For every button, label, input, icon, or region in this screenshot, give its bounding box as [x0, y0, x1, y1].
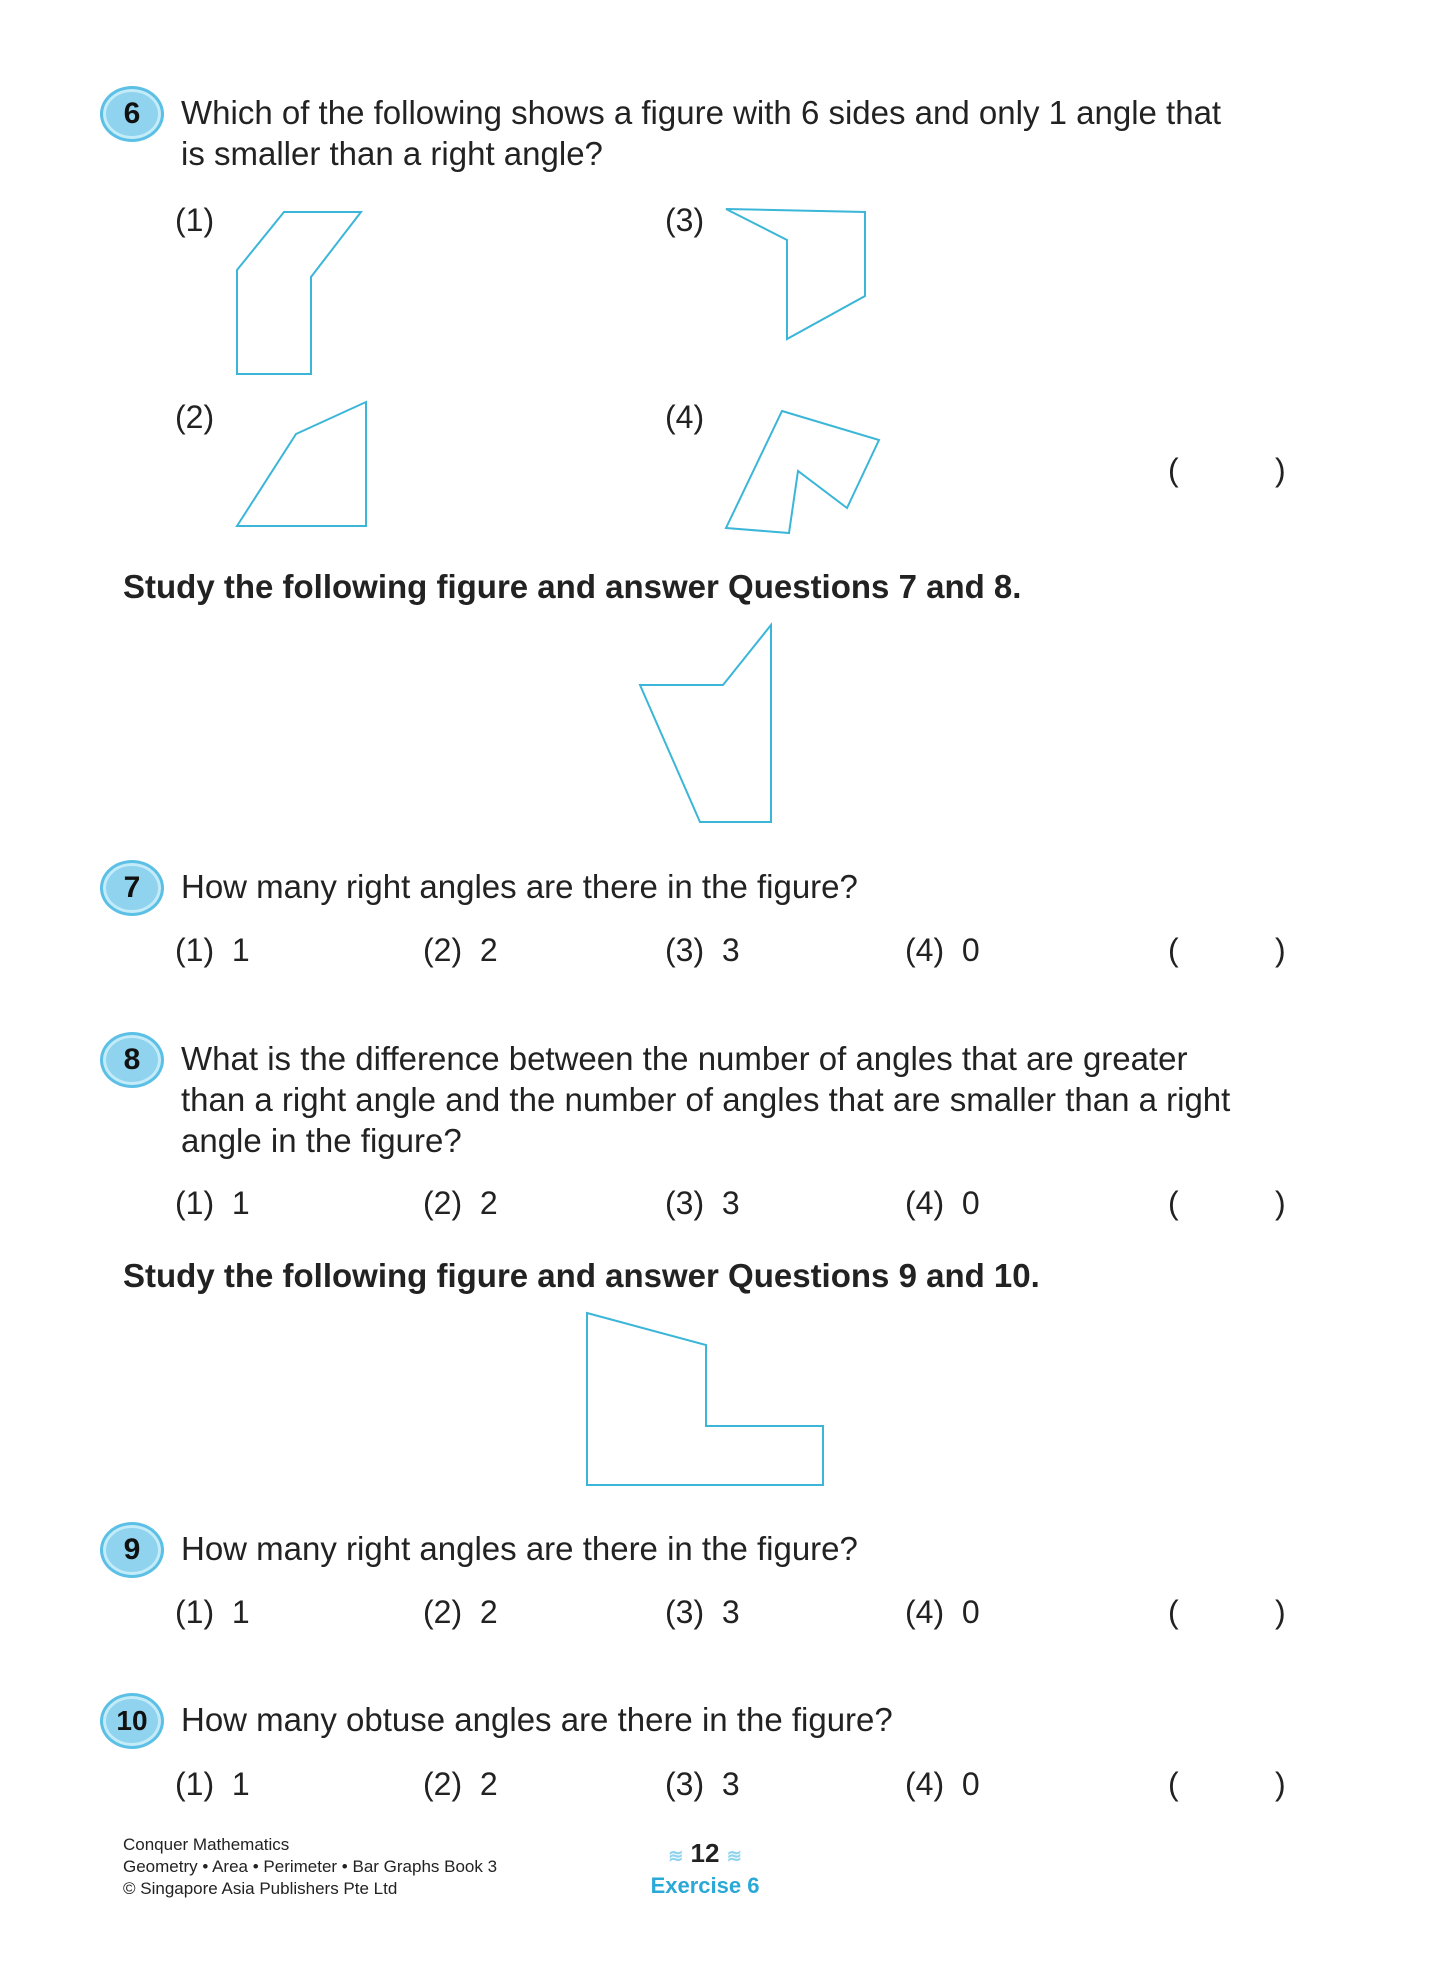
option-value: 0	[961, 932, 980, 968]
q6-option1-figure	[237, 212, 361, 374]
decorative-wave-icon: ≋	[668, 1846, 684, 1866]
option[interactable]	[423, 932, 498, 969]
option[interactable]	[905, 1185, 980, 1222]
answer-bracket-open[interactable]: (	[1168, 452, 1179, 488]
question-number-badge: 10	[100, 1693, 164, 1749]
q6-option4-figure	[726, 411, 879, 533]
answer-bracket-open[interactable]: (	[1168, 1185, 1179, 1221]
q7-q8-figure	[640, 625, 771, 822]
instruction-heading: Study the following figure and answer Questions 9 and 10.	[123, 1257, 1040, 1294]
option-label: (4)	[905, 1185, 945, 1221]
q9-q10-figure	[587, 1313, 823, 1485]
option[interactable]	[665, 1594, 740, 1631]
answer-bracket-open[interactable]: (	[1168, 932, 1179, 968]
answer-bracket-close[interactable]: )	[1275, 1766, 1286, 1802]
option-value: 2	[479, 1594, 498, 1630]
option-value: 2	[479, 932, 498, 968]
option-label: (3)	[665, 1766, 705, 1802]
question-number-badge: 9	[100, 1522, 164, 1578]
option-value: 0	[961, 1766, 980, 1802]
option-value: 1	[231, 1185, 250, 1221]
option[interactable]	[665, 1766, 740, 1803]
option-label: (2)	[423, 1185, 463, 1221]
option[interactable]	[905, 1766, 980, 1803]
option-label[interactable]: (4)	[665, 399, 705, 435]
option-value: 1	[231, 932, 250, 968]
option-value: 0	[961, 1594, 980, 1630]
option-label: (4)	[905, 932, 945, 968]
page-number-text: 12	[690, 1838, 720, 1868]
decorative-wave-icon: ≋	[726, 1846, 742, 1866]
option-value: 3	[721, 932, 740, 968]
option[interactable]	[175, 932, 250, 969]
question-number-badge: 8	[100, 1032, 164, 1088]
question-number-badge: 6	[100, 86, 164, 142]
question-text: How many right angles are there in the figure?	[181, 868, 858, 905]
option-value: 0	[961, 1185, 980, 1221]
option-label[interactable]: (2)	[175, 399, 215, 435]
option[interactable]	[423, 1185, 498, 1222]
option-value: 2	[479, 1185, 498, 1221]
option[interactable]	[423, 1766, 498, 1803]
question-text: than a right angle and the number of angles that are smaller than a right	[181, 1081, 1231, 1118]
option-label: (1)	[175, 932, 215, 968]
question-text: Which of the following shows a figure with 6 sides and only 1 angle that	[181, 94, 1222, 131]
answer-bracket-close[interactable]: )	[1275, 452, 1286, 488]
option[interactable]	[175, 1766, 250, 1803]
option-value: 1	[231, 1766, 250, 1802]
question-text: What is the difference between the number of angles that are greater	[181, 1040, 1188, 1077]
footer-copyright: © Singapore Asia Publishers Pte Ltd	[123, 1879, 398, 1898]
exercise-label: Exercise 6	[650, 1873, 760, 1898]
answer-bracket-close[interactable]: )	[1275, 1185, 1286, 1221]
option-value: 1	[231, 1594, 250, 1630]
question-number-badge: 7	[100, 860, 164, 916]
question-text: How many obtuse angles are there in the figure?	[181, 1701, 893, 1738]
footer-book-title: Conquer Mathematics	[123, 1835, 290, 1854]
q6-option3-figure	[726, 209, 865, 339]
option[interactable]	[175, 1185, 250, 1222]
question-text: is smaller than a right angle?	[181, 135, 603, 172]
option[interactable]	[905, 1594, 980, 1631]
option-value: 3	[721, 1185, 740, 1221]
option-label: (3)	[665, 1594, 705, 1630]
answer-bracket-open[interactable]: (	[1168, 1766, 1179, 1802]
option-label: (2)	[423, 1594, 463, 1630]
option-value: 3	[721, 1594, 740, 1630]
option-label: (2)	[423, 1766, 463, 1802]
option-value: 3	[721, 1766, 740, 1802]
answer-bracket-open[interactable]: (	[1168, 1594, 1179, 1630]
option-label: (2)	[423, 932, 463, 968]
option[interactable]	[905, 932, 980, 969]
option-label: (1)	[175, 1766, 215, 1802]
answer-bracket-close[interactable]: )	[1275, 1594, 1286, 1630]
option[interactable]	[665, 1185, 740, 1222]
instruction-heading: Study the following figure and answer Questions 7 and 8.	[123, 568, 1022, 605]
option-label: (1)	[175, 1185, 215, 1221]
answer-bracket-close[interactable]: )	[1275, 932, 1286, 968]
option-label: (3)	[665, 932, 705, 968]
option-label: (4)	[905, 1766, 945, 1802]
option-value: 2	[479, 1766, 498, 1802]
q6-option2-figure	[237, 402, 366, 526]
option-label: (4)	[905, 1594, 945, 1630]
question-text: How many right angles are there in the figure?	[181, 1530, 858, 1567]
option[interactable]	[175, 1594, 250, 1631]
option-label: (3)	[665, 1185, 705, 1221]
page-number	[655, 1838, 755, 1869]
option[interactable]	[665, 932, 740, 969]
question-text: angle in the figure?	[181, 1122, 462, 1159]
option[interactable]	[423, 1594, 498, 1631]
option-label[interactable]: (1)	[175, 202, 215, 238]
footer-book-subtitle: Geometry • Area • Perimeter • Bar Graphs Book 3	[123, 1857, 498, 1876]
option-label[interactable]: (3)	[665, 202, 705, 238]
option-label: (1)	[175, 1594, 215, 1630]
